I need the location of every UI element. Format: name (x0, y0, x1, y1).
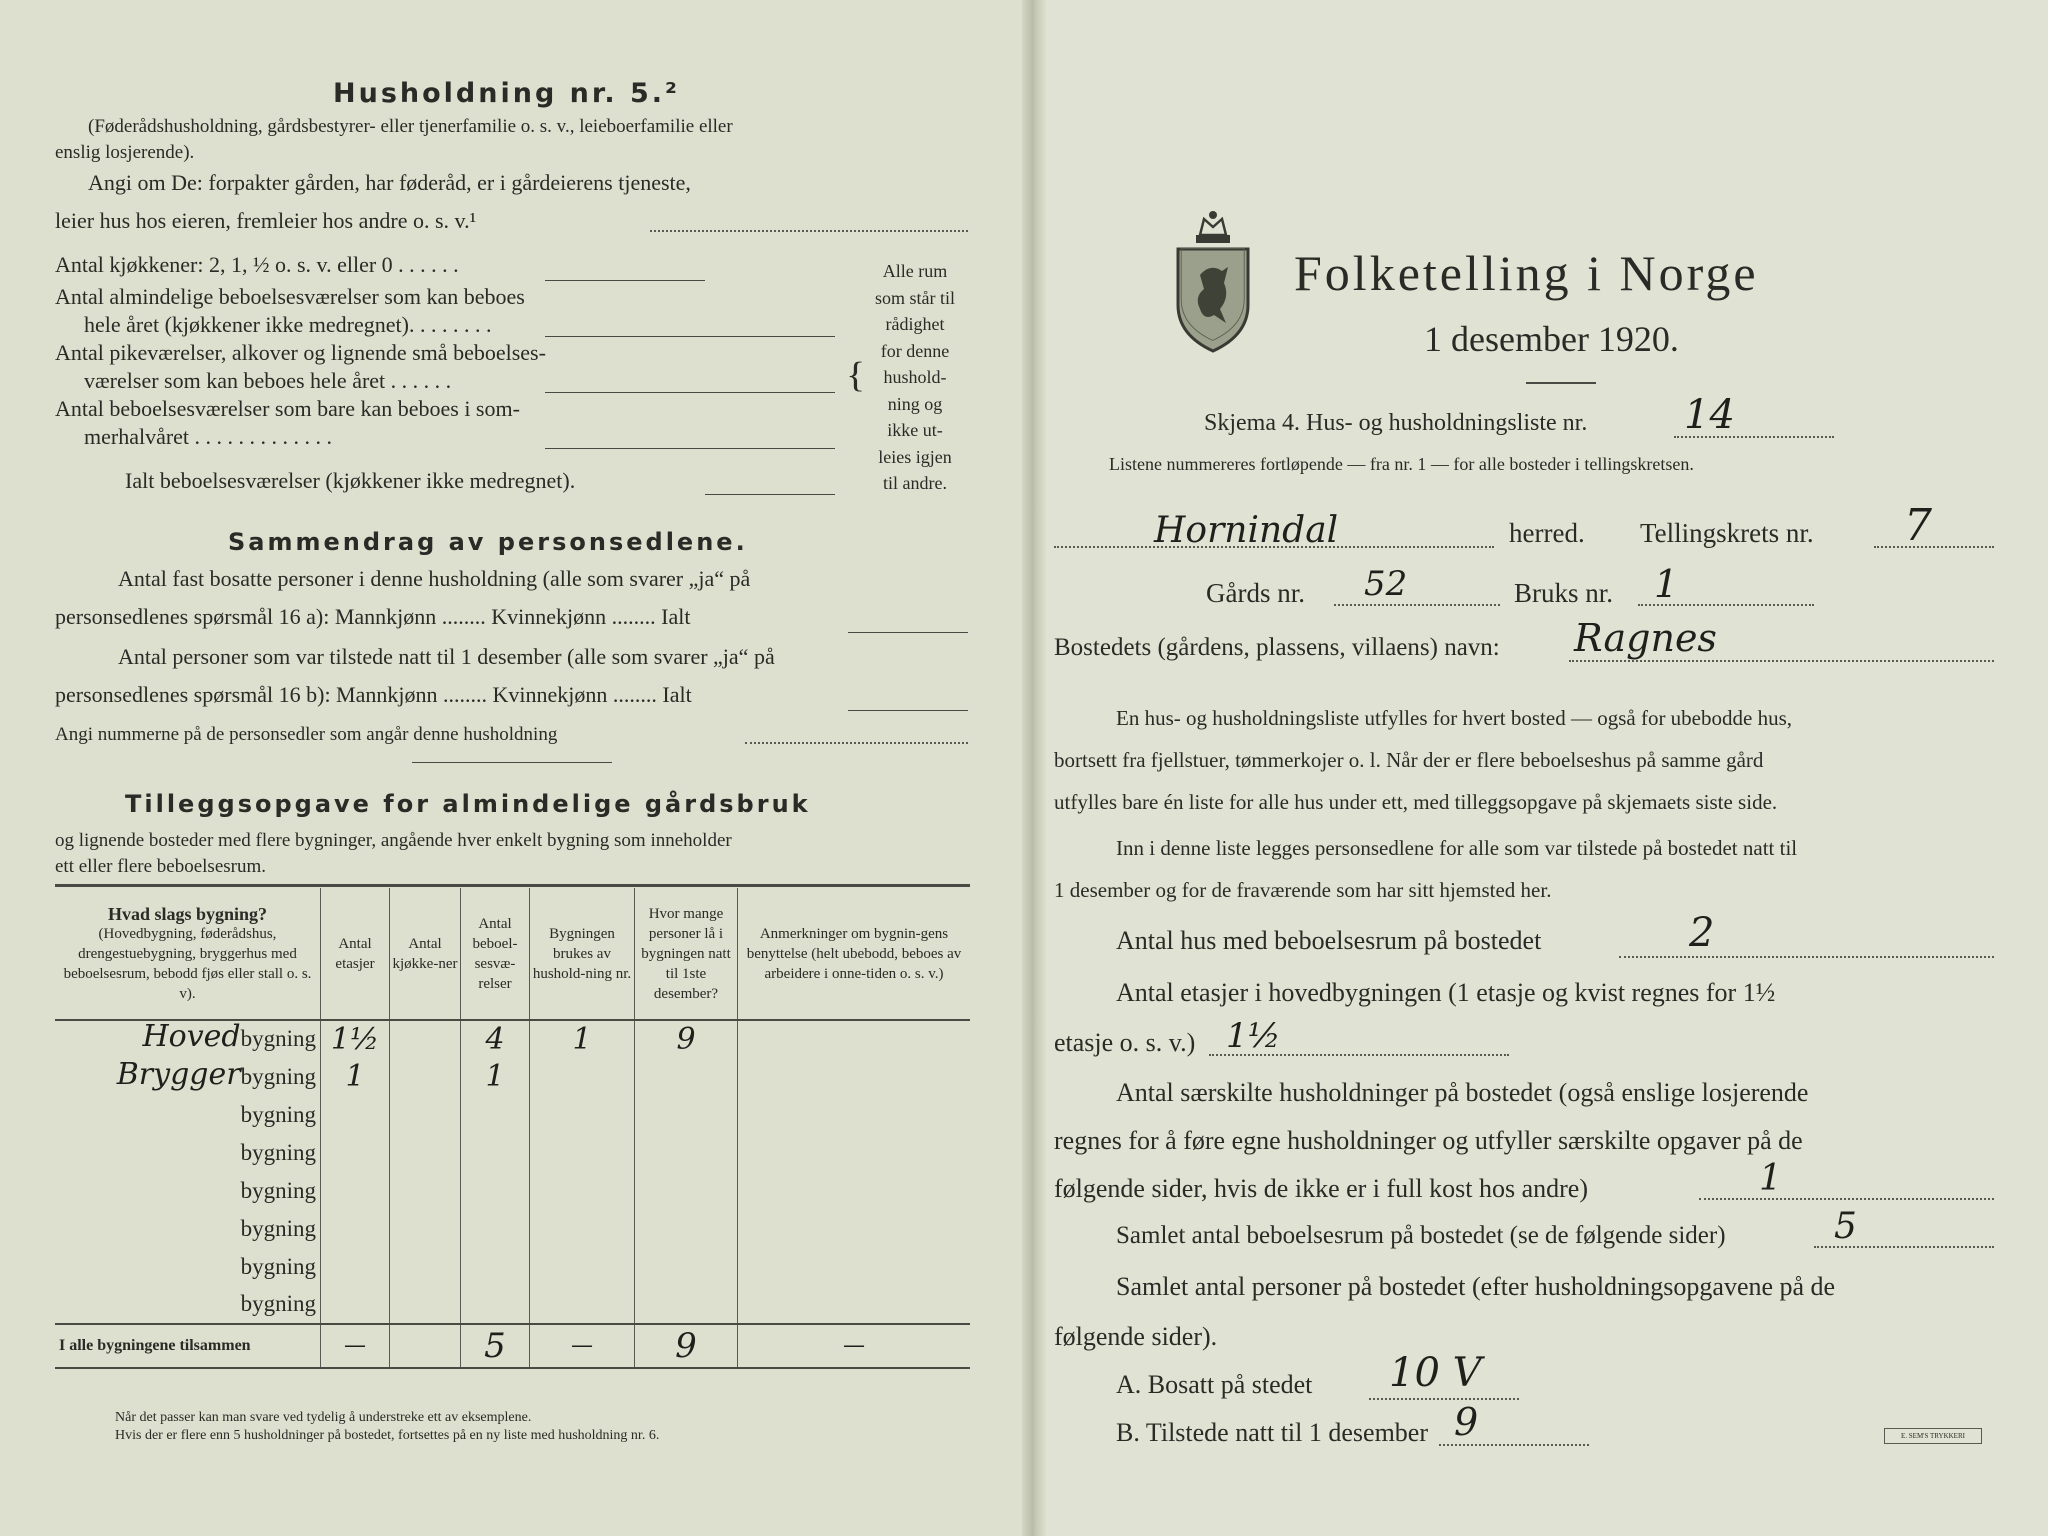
personer-cell: 9 (635, 1020, 738, 1058)
total-kjokkener (390, 1324, 461, 1368)
intro-line-2: enslig losjerende). (55, 142, 195, 163)
rooms-line-2: hele året (kjøkkener ikke medregnet). . . . . . . . (84, 312, 492, 337)
building-name-cell (55, 1248, 321, 1286)
building-row (55, 1096, 970, 1134)
etasjer-cell (321, 1096, 390, 1134)
maid-rooms-line-2: værelser som kan beboes hele året . . . . . . (84, 368, 452, 393)
saer-value: 1 (1759, 1158, 1782, 1199)
personer-cell (635, 1248, 738, 1286)
supplement-line-2: ett eller flere beboelsesrum. (55, 856, 267, 877)
rooms-line-1: Antal almindelige beboelsesværelser som kan beboes (55, 284, 525, 309)
kjokkener-cell (390, 1172, 461, 1210)
printer-stamp: E. SEM'S TRYKKERI (1884, 1428, 1982, 1444)
building-name: Brygger (116, 1056, 241, 1092)
census-title: Folketelling i Norge (1294, 245, 1759, 301)
personer-cell (635, 1058, 738, 1096)
building-row (55, 1286, 970, 1324)
personer-line-1: Samlet antal personer på bostedet (efter husholdningsopgavene på de (1116, 1272, 1836, 1301)
krets-label: Tellingskrets nr. (1640, 518, 1814, 548)
total-personer: 9 (635, 1324, 738, 1368)
summary-line-2: personsedlenes spørsmål 16 a): Mannkjønn ........ Kvinnekjønn ........ Ialt (55, 604, 691, 629)
instruction-2a: Inn i denne liste legges personsedlene for alle som var tilstede på bostedet natt til (1116, 836, 1798, 860)
total-rooms-line: Ialt beboelsesværelser (kjøkkener ikke medregnet). (125, 468, 576, 493)
saer-line-3: følgende sider, hvis de ikke er i full kost hos andre) (1054, 1174, 1588, 1203)
header-building-examples: (Hovedbygning, føderådshus, drengestuebygning, bryggerhus med beboelsesrum, bebodd fjøs eller stall o. s. v). (63, 925, 312, 1002)
table-top-rule (55, 884, 970, 887)
building-suffix: bygning (240, 1215, 316, 1241)
bosted-value: Ragnes (1574, 616, 1717, 660)
instruction-1b: bortsett fra fjellstuer, tømmerkojer o. l. Når der er flere beboelseshus på samme gård (1054, 748, 1764, 772)
total-label: I alle bygningene tilsammen (59, 1337, 251, 1354)
vaerelser-cell (461, 1172, 530, 1210)
building-name-cell (55, 1020, 321, 1058)
etasjer-cell (321, 1210, 390, 1248)
header-husholdning: Bygningen brukes av hushold-ning nr. (530, 888, 635, 1020)
summer-rooms-line-2: merhalvåret . . . . . . . . . . . . . (84, 424, 333, 449)
bosted-label: Bostedets (gårdens, plassens, villaens) navn: (1054, 634, 1500, 661)
kjokkener-cell (390, 1058, 461, 1096)
header-kjokkener: Antal kjøkke-ner (390, 888, 461, 1020)
side-note: Alle rum som står til rådighet for denne hushold- ning og ikke ut- leies igjen til andre. (875, 261, 955, 493)
building-name: Hoved (142, 1019, 241, 1054)
summer-rooms-line-1: Antal beboelsesværelser som bare kan beboes i som- (55, 396, 520, 421)
rooms-answer-line (545, 336, 835, 337)
kitchens-answer-line (545, 280, 705, 281)
kjokkener-cell (390, 1020, 461, 1058)
total-anmerkninger: — (738, 1324, 971, 1368)
header-vaerelser: Antal beboel-sesvæ-relser (461, 888, 530, 1020)
kjokkener-cell (390, 1286, 461, 1324)
building-name-cell (55, 1172, 321, 1210)
norway-coat-of-arms-icon (1170, 205, 1256, 355)
anmerkninger-cell (738, 1286, 971, 1324)
building-suffix: bygning (240, 1139, 316, 1165)
personer-cell (635, 1286, 738, 1324)
angi-fill-line (650, 230, 968, 232)
etasjer-value: 1½ (1226, 1016, 1281, 1056)
personer-cell (635, 1096, 738, 1134)
personer-line-2: følgende sider). (1054, 1322, 1218, 1351)
angi-line-2: leier hus hos eieren, fremleier hos andre o. s. v.¹ (55, 208, 477, 233)
supplement-line-1: og lignende bosteder med flere bygninger, angående hver enkelt bygning som inneholder (55, 830, 732, 851)
instruction-2b: 1 desember og for de fraværende som har sitt hjemsted her. (1054, 878, 1552, 902)
vaerelser-cell (461, 1248, 530, 1286)
section-divider (412, 762, 612, 763)
summary-ialt-line-1 (848, 632, 968, 633)
hus-label: Antal hus med beboelsesrum på bostedet (1116, 926, 1542, 955)
anmerkninger-cell (738, 1210, 971, 1248)
etasjer-cell (321, 1172, 390, 1210)
bosatt-value: 10 V (1389, 1350, 1482, 1396)
kjokkener-cell (390, 1210, 461, 1248)
maid-rooms-line-1: Antal pikeværelser, alkover og lignende små beboelses- (55, 340, 546, 365)
vaerelser-cell: 4 (461, 1020, 530, 1058)
krets-value: 7 (1904, 500, 1932, 551)
building-row (55, 1134, 970, 1172)
tilstede-fill-line (1439, 1444, 1589, 1446)
husholdning-cell: 1 (530, 1020, 635, 1058)
maid-answer-line (545, 392, 835, 393)
building-suffix: bygning (240, 1101, 316, 1127)
header-etasjer: Antal etasjer (321, 888, 390, 1020)
etasjer-cell (321, 1286, 390, 1324)
total-husholdning: — (530, 1324, 635, 1368)
building-suffix: bygning (240, 1291, 316, 1316)
anmerkninger-cell (738, 1172, 971, 1210)
instruction-1a: En hus- og husholdningsliste utfylles for hvert bosted — også for ubebodde hus, (1116, 706, 1792, 730)
etasjer-line-2: etasje o. s. v.) (1054, 1028, 1196, 1057)
summer-answer-line (545, 448, 835, 449)
tilstede-value: 9 (1454, 1400, 1479, 1444)
total-etasjer: — (321, 1324, 390, 1368)
building-suffix: bygning (240, 1063, 316, 1089)
summary-title: Sammendrag av personsedlene. (228, 528, 748, 556)
etasjer-cell (321, 1134, 390, 1172)
side-brace: { (846, 354, 866, 395)
kjokkener-cell (390, 1248, 461, 1286)
hus-fill-line (1619, 956, 1994, 958)
herred-label: herred. (1509, 518, 1585, 548)
husholdning-cell (530, 1248, 635, 1286)
husholdning-cell (530, 1172, 635, 1210)
summary-line-5: Angi nummerne på de personsedler som angår denne husholdning (55, 724, 558, 745)
krets-fill-line (1874, 546, 1994, 548)
saer-line-2: regnes for å føre egne husholdninger og utfyller særskilte opgaver på de (1054, 1126, 1803, 1155)
summary-ialt-line-2 (848, 710, 968, 711)
vaerelser-cell (461, 1286, 530, 1324)
building-name-cell (55, 1058, 321, 1096)
anmerkninger-cell (738, 1058, 971, 1096)
building-name-cell (55, 1134, 321, 1172)
building-row (55, 1172, 970, 1210)
footnote-2: Hvis der er flere enn 5 husholdninger på bostedet, fortsettes på en ny liste med husholdning nr. 6. (115, 1428, 660, 1443)
building-suffix: bygning (240, 1177, 316, 1203)
building-row (55, 1058, 970, 1096)
total-vaerelser: 5 (461, 1324, 530, 1368)
anmerkninger-cell (738, 1020, 971, 1058)
kjokkener-cell (390, 1134, 461, 1172)
nummerne-fill-line (745, 742, 968, 744)
anmerkninger-cell (738, 1134, 971, 1172)
hus-value: 2 (1689, 910, 1715, 956)
etasjer-cell: 1 (321, 1058, 390, 1096)
gards-label: Gårds nr. (1206, 578, 1305, 608)
supplement-title: Tilleggsopgave for almindelige gårdsbruk (125, 790, 811, 818)
header-building-type: Hvad slags bygning? (107, 903, 268, 924)
vaerelser-cell (461, 1210, 530, 1248)
intro-line-1: (Føderådshusholdning, gårdsbestyrer- eller tjenerfamilie o. s. v., leieboerfamilie eller (88, 116, 733, 137)
building-name-cell (55, 1210, 321, 1248)
skjema-label: Skjema 4. Hus- og husholdningsliste nr. (1204, 410, 1588, 436)
listene-note: Listene nummereres fortløpende — fra nr. 1 — for alle bosteder i tellingskretsen. (1109, 454, 1694, 474)
etasjer-fill-line (1209, 1054, 1509, 1056)
page-fold (1022, 0, 1046, 1536)
gards-fill-line (1334, 604, 1500, 606)
building-name-cell (55, 1096, 321, 1134)
building-row (55, 1210, 970, 1248)
kitchens-line: Antal kjøkkener: 2, 1, ½ o. s. v. eller 0 . . . . . . (55, 252, 459, 277)
gards-value: 52 (1364, 564, 1408, 604)
header-anmerkninger: Anmerkninger om bygnin-gens benyttelse (helt ubebodd, beboes av arbeidere i onne-tiden o. s. v.) (738, 888, 971, 1020)
husholdning-cell (530, 1058, 635, 1096)
vaerelser-cell (461, 1096, 530, 1134)
summary-line-4: personsedlenes spørsmål 16 b): Mannkjønn ........ Kvinnekjønn ........ Ialt (55, 682, 692, 707)
etasjer-cell: 1½ (321, 1020, 390, 1058)
bosatt-label: A. Bosatt på stedet (1116, 1370, 1313, 1399)
bruks-fill-line (1638, 604, 1814, 606)
vaerelser-cell (461, 1134, 530, 1172)
anmerkninger-cell (738, 1096, 971, 1134)
tilstede-label: B. Tilstede natt til 1 desember (1116, 1418, 1428, 1447)
table-total-row (55, 1324, 970, 1368)
personer-cell (635, 1134, 738, 1172)
bosatt-fill-line (1369, 1398, 1519, 1400)
skjema-value: 14 (1684, 392, 1735, 438)
etasjer-cell (321, 1248, 390, 1286)
bruks-value: 1 (1654, 562, 1679, 606)
rum-fill-line (1814, 1246, 1994, 1248)
personer-cell (635, 1172, 738, 1210)
building-name-cell (55, 1286, 321, 1324)
saer-fill-line (1699, 1198, 1994, 1200)
vaerelser-cell: 1 (461, 1058, 530, 1096)
building-suffix: bygning (240, 1253, 316, 1279)
building-row (55, 1248, 970, 1286)
husholdning-cell (530, 1134, 635, 1172)
building-table (55, 888, 970, 1369)
rum-label: Samlet antal beboelsesrum på bostedet (se de følgende sider) (1116, 1222, 1726, 1249)
skjema-fill-line (1674, 436, 1834, 438)
table-header-row (55, 888, 970, 1020)
building-suffix: bygning (240, 1026, 316, 1051)
header-personer: Hvor mange personer lå i bygningen natt til 1ste desember? (635, 888, 738, 1020)
household-title: Husholdning nr. 5.² (333, 78, 680, 109)
footnote-1: Når det passer kan man svare ved tydelig å understreke ett av eksemplene. (115, 1410, 532, 1425)
instruction-1c: utfylles bare én liste for alle hus under ett, med tilleggsopgave på skjemaets siste side. (1054, 790, 1778, 814)
summary-line-1: Antal fast bosatte personer i denne husholdning (alle som svarer „ja“ på (118, 566, 751, 591)
total-rooms-answer-line (705, 494, 835, 495)
husholdning-cell (530, 1096, 635, 1134)
kjokkener-cell (390, 1096, 461, 1134)
summary-line-3: Antal personer som var tilstede natt til 1 desember (alle som svarer „ja“ på (118, 644, 775, 669)
rum-value: 5 (1834, 1206, 1857, 1247)
bosted-fill-line (1569, 660, 1994, 662)
angi-line-1: Angi om De: forpakter gården, har føderåd, er i gårdeierens tjeneste, (88, 170, 691, 195)
husholdning-cell (530, 1286, 635, 1324)
building-row (55, 1020, 970, 1058)
census-date: 1 desember 1920. (1424, 319, 1679, 359)
title-divider (1526, 382, 1596, 384)
right-page (1034, 0, 2048, 1536)
herred-value: Hornindal (1154, 510, 1339, 551)
bruks-label: Bruks nr. (1514, 578, 1614, 608)
personer-cell (635, 1210, 738, 1248)
anmerkninger-cell (738, 1248, 971, 1286)
etasjer-line-1: Antal etasjer i hovedbygningen (1 etasje og kvist regnes for 1½ (1116, 978, 1776, 1007)
saer-line-1: Antal særskilte husholdninger på bostedet (også enslige losjerende (1116, 1078, 1809, 1107)
husholdning-cell (530, 1210, 635, 1248)
